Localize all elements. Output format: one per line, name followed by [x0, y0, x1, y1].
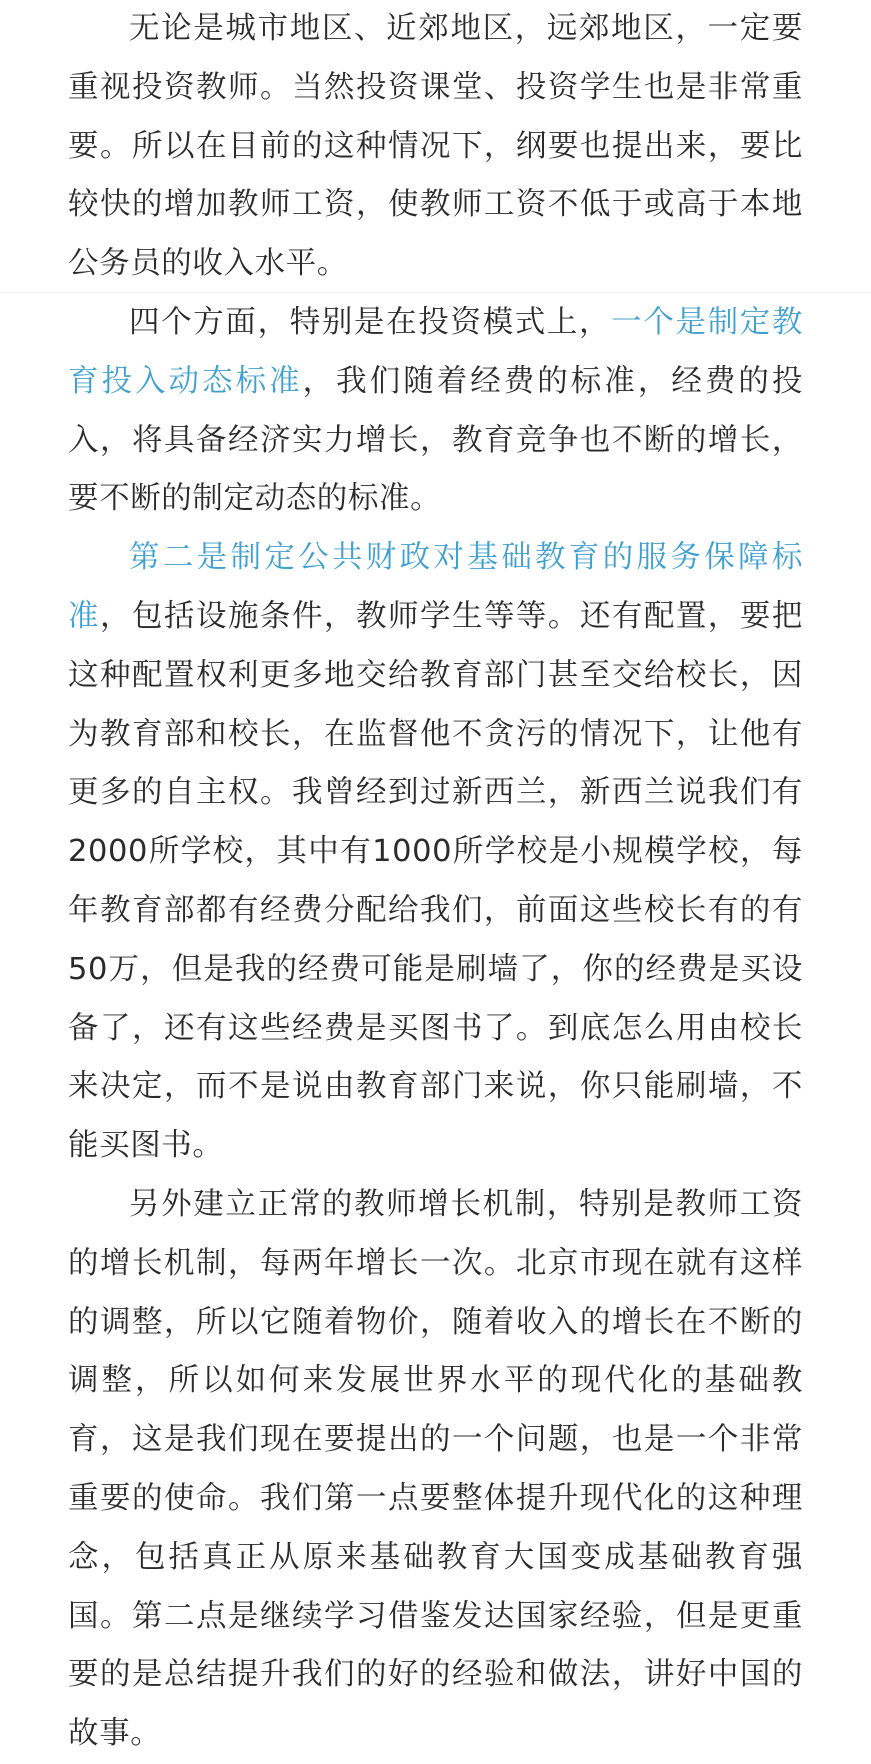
paragraph-4 — [68, 1176, 803, 1764]
paragraph-text: 四个方面，特别是在投资模式上， — [129, 304, 612, 340]
highlighted-phrase: 第二是制定公共财政对基础教育的服务保障标准 — [68, 540, 803, 634]
paragraph-text: ，包括设施条件，教师学生等等。还有配置，要把这种配置权利更多地交给教育部门甚至交给校长，因为教育部和校长，在监督他不贪污的情况下，让他有更多的自主权。我曾经到过新西兰，新西兰说我们有2000所学校，其中有1000所学校是小规模学校，每年教育部都有经费分配给我们，前面这些校长有的有50万，但是我的经费可能是刷墙了，你的经费是买设备了，还有这些经费是买图书了。到底怎么用由校长来决定，而不是说由教育部门来说，你只能刷墙，不能买图书。 — [68, 598, 803, 1164]
paragraph-2 — [68, 294, 803, 529]
highlighted-phrase: 一个是制定教育投入动态标准 — [68, 304, 803, 399]
paragraph-text: 另外建立正常的教师增长机制，特别是教师工资的增长机制，每两年增长一次。北京市现在就有这样的调整，所以它随着物价，随着收入的增长在不断的调整，所以如何来发展世界水平的现代化的基础教育，这是我们现在要提出的一个问题，也是一个非常重要的使命。我们第一点要整体提升现代化的这种理念，包括真正从原来基础教育大国变成基础教育强国。第二点是继续学习借鉴发达国家经验，但是更重要的是总结提升我们的好的经验和做法，讲好中国的故事。 — [68, 1186, 803, 1752]
paragraph-1 — [68, 0, 803, 294]
paragraph-text: ，我们随着经费的标准，经费的投入，将具备经济实力增长，教育竞争也不断的增长，要不断的制定动态的标准。 — [68, 363, 804, 517]
paragraph-3 — [68, 529, 803, 1176]
paragraph-text: 无论是城市地区、近郊地区，远郊地区，一定要重视投资教师。当然投资课堂、投资学生也是非常重要。所以在目前的这种情况下，纲要也提出来，要比较快的增加教师工资，使教师工资不低于或高于本地公务员的收入水平。 — [68, 11, 803, 282]
